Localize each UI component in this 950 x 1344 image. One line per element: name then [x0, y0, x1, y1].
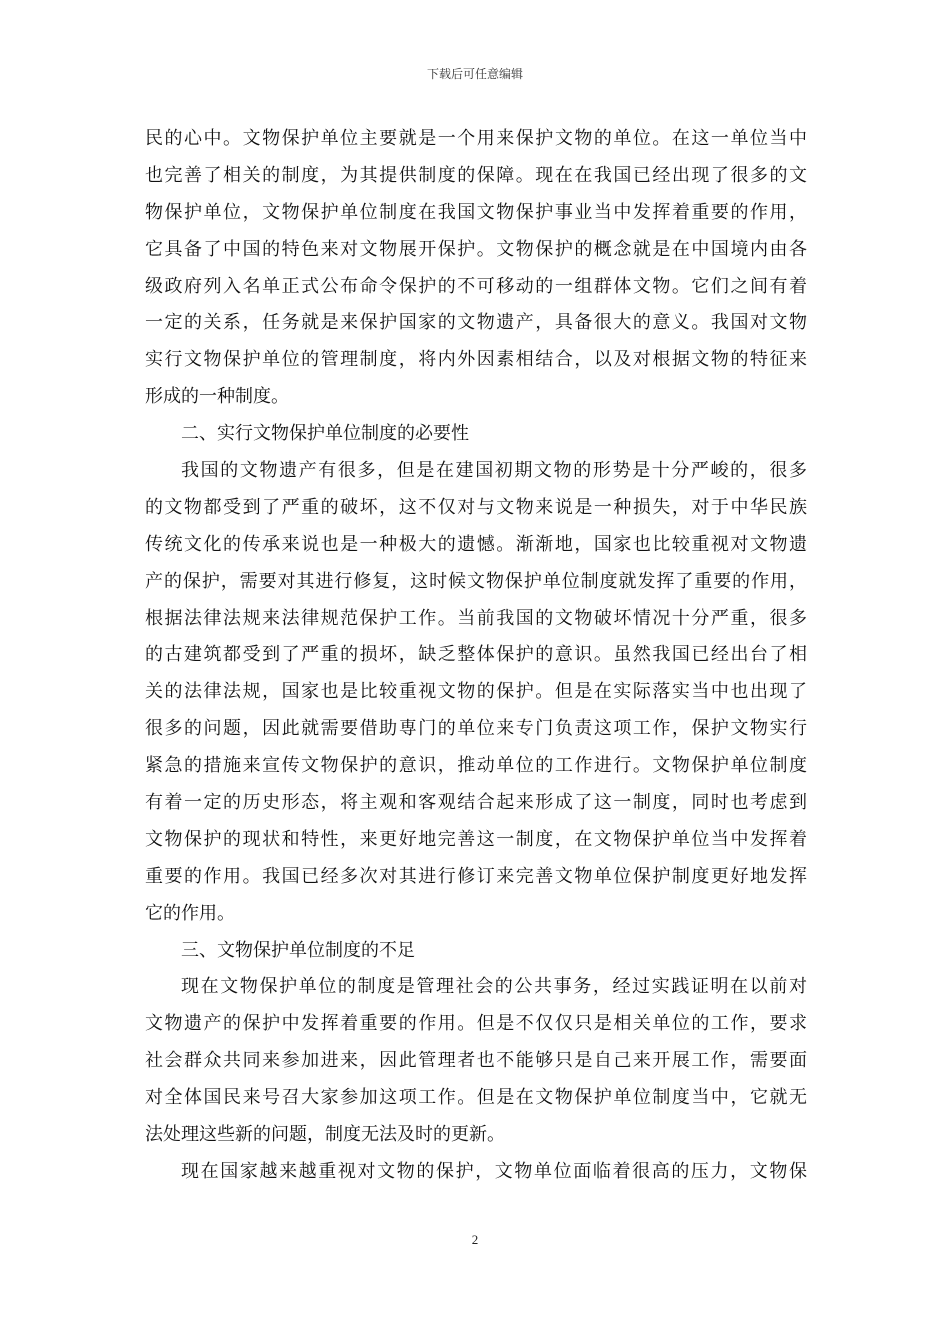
- text-line: 它的作用。: [145, 902, 235, 924]
- page-header: 下载后可任意编辑: [426, 67, 523, 81]
- text-line: 有着一定的历史形态，将主观和客观结合起来形成了这一制度，同时也考虑到: [145, 792, 807, 814]
- text-line: 文物遗产的保护中发挥着重要的作用。但是不仅仅只是相关单位的工作，要求: [145, 1013, 807, 1035]
- text-line: 级政府列入名单正式公布命令保护的不可移动的一组群体文物。它们之间有着: [145, 275, 807, 297]
- text-line: 我国的文物遗产有很多，但是在建国初期文物的形势是十分严峻的，很多: [181, 460, 807, 482]
- text-line: 也完善了相关的制度，为其提供制度的保障。现在在我国已经出现了很多的文: [145, 164, 807, 186]
- text-line: 现在国家越来越重视对文物的保护，文物单位面临着很高的压力，文物保: [181, 1160, 807, 1182]
- section-heading: 二、实行文物保护单位制度的必要性: [181, 423, 469, 445]
- text-line: 法处理这些新的问题，制度无法及时的更新。: [145, 1124, 505, 1146]
- text-line: 形成的一种制度。: [145, 386, 289, 408]
- text-line: 很多的问题，因此就需要借助専门的单位来专门负责这项工作，保护文物实行: [145, 718, 807, 740]
- text-line: 产的保护，需要对其进行修复，这时候文物保护单位制度就发挥了重要的作用，: [145, 570, 807, 592]
- text-line: 关的法律法规，国家也是比较重视文物的保护。但是在实际落实当中也出现了: [145, 681, 807, 703]
- text-line: 的文物都受到了严重的破坏，这不仅对与文物来说是一种损失，对于中华民族: [145, 496, 807, 518]
- text-line: 社会群众共同来参加进来，因此管理者也不能够只是自己来开展工作，需要面: [145, 1050, 807, 1072]
- text-line: 文物保护的现状和特性，来更好地完善这一制度，在文物保护单位当中发挥着: [145, 828, 807, 850]
- text-line: 对全体国民来号召大家参加这项工作。但是在文物保护单位制度当中，它就无: [145, 1087, 807, 1109]
- text-line: 实行文物保护单位的管理制度，将内外因素相结合，以及对根据文物的特征来: [145, 349, 807, 371]
- text-line: 重要的作用。我国已经多次对其进行修订来完善文物单位保护制度更好地发挥: [145, 865, 807, 887]
- text-line: 它具备了中国的特色来对文物展开保护。文物保护的概念就是在中国境内由各: [145, 238, 807, 260]
- text-line: 传统文化的传承来说也是一种极大的遗憾。渐渐地，国家也比较重视对文物遗: [145, 533, 807, 555]
- text-line: 民的心中。文物保护单位主要就是一个用来保护文物的单位。在这一单位当中: [145, 128, 807, 149]
- text-line: 紧急的措施来宣传文物保护的意识，推动单位的工作进行。文物保护单位制度: [145, 755, 807, 777]
- page-number: 2: [471, 1232, 479, 1247]
- text-line: 根据法律法规来法律规范保护工作。当前我国的文物破坏情况十分严重，很多: [145, 607, 807, 629]
- text-line: 物保护单位，文物保护单位制度在我国文物保护事业当中发挥着重要的作用，: [145, 201, 807, 223]
- text-line: 的古建筑都受到了严重的损坏，缺乏整体保护的意识。虽然我国已经出台了相: [145, 644, 807, 666]
- text-line: 一定的关系，任务就是来保护国家的文物遗产，具备很大的意义。我国对文物: [145, 312, 807, 334]
- text-line: 现在文物保护单位的制度是管理社会的公共事务，经过实践证明在以前对: [181, 976, 807, 998]
- document-body: [145, 121, 807, 1191]
- section-heading: 三、文物保护单位制度的不足: [181, 939, 415, 961]
